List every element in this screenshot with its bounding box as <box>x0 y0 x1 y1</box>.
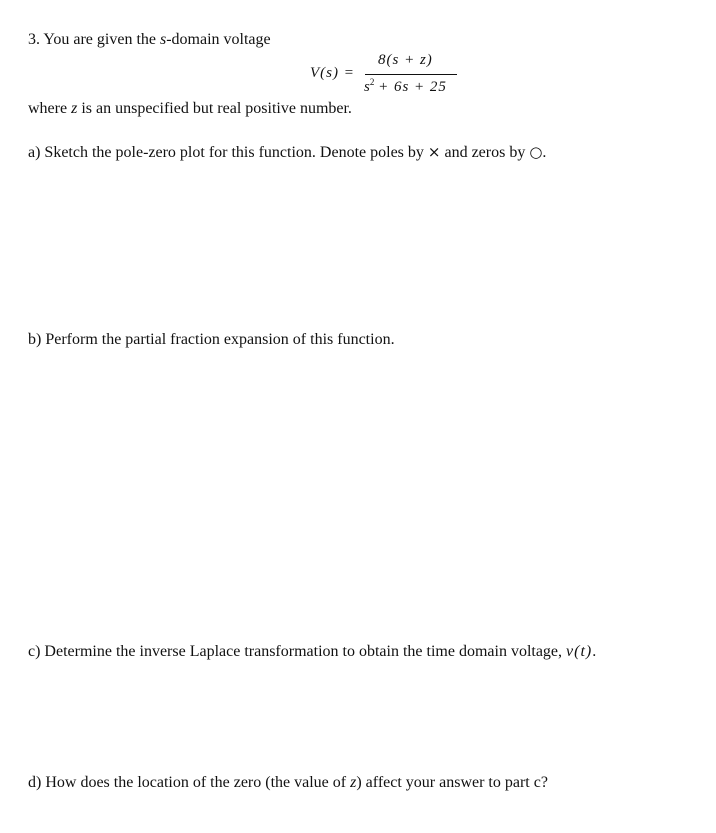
where-line <box>28 99 352 119</box>
problem-number: 3. <box>28 31 40 48</box>
denominator-s: s <box>364 79 370 95</box>
part-d <box>28 773 548 793</box>
intro-text-after: -domain voltage <box>166 31 271 48</box>
intro-text-before: You are given the <box>43 31 156 48</box>
denominator-exponent: 2 <box>369 77 375 87</box>
part-c-end: . <box>592 643 597 660</box>
part-a-end: . <box>542 144 547 161</box>
where-text-before: where <box>28 100 68 117</box>
part-b-text: b) Perform the partial fraction expansion of this function. <box>28 331 395 348</box>
where-text-after: is an unspecified but real positive number. <box>81 100 352 117</box>
problem-intro <box>28 30 271 50</box>
part-d-text-after: ) affect your answer to part c? <box>356 774 548 791</box>
denominator-rest: + 6s + 25 <box>378 79 447 95</box>
equation-denominator <box>364 77 447 96</box>
part-c <box>28 642 596 662</box>
intro-variable: s <box>159 31 167 48</box>
part-a <box>28 142 546 163</box>
part-c-text: c) Determine the inverse Laplace transformation to obtain the time domain voltage, <box>28 643 563 660</box>
fraction-bar <box>365 74 457 75</box>
where-variable: z <box>71 100 78 117</box>
voltage-equation <box>310 50 460 100</box>
part-c-variable: v(t) <box>566 643 593 660</box>
equation-lhs: V(s) = <box>310 65 355 81</box>
part-a-middle: and zeros by <box>444 144 526 161</box>
part-a-text: a) Sketch the pole-zero plot for this function. Denote poles by <box>28 144 424 161</box>
part-d-variable: z <box>350 774 357 791</box>
part-b <box>28 330 395 350</box>
part-d-text-before: d) How does the location of the zero (the value of <box>28 774 347 791</box>
pole-symbol-icon: × <box>427 143 441 161</box>
zero-symbol-icon: ○ <box>529 143 543 161</box>
equation-numerator: 8(s + z) <box>378 52 433 68</box>
